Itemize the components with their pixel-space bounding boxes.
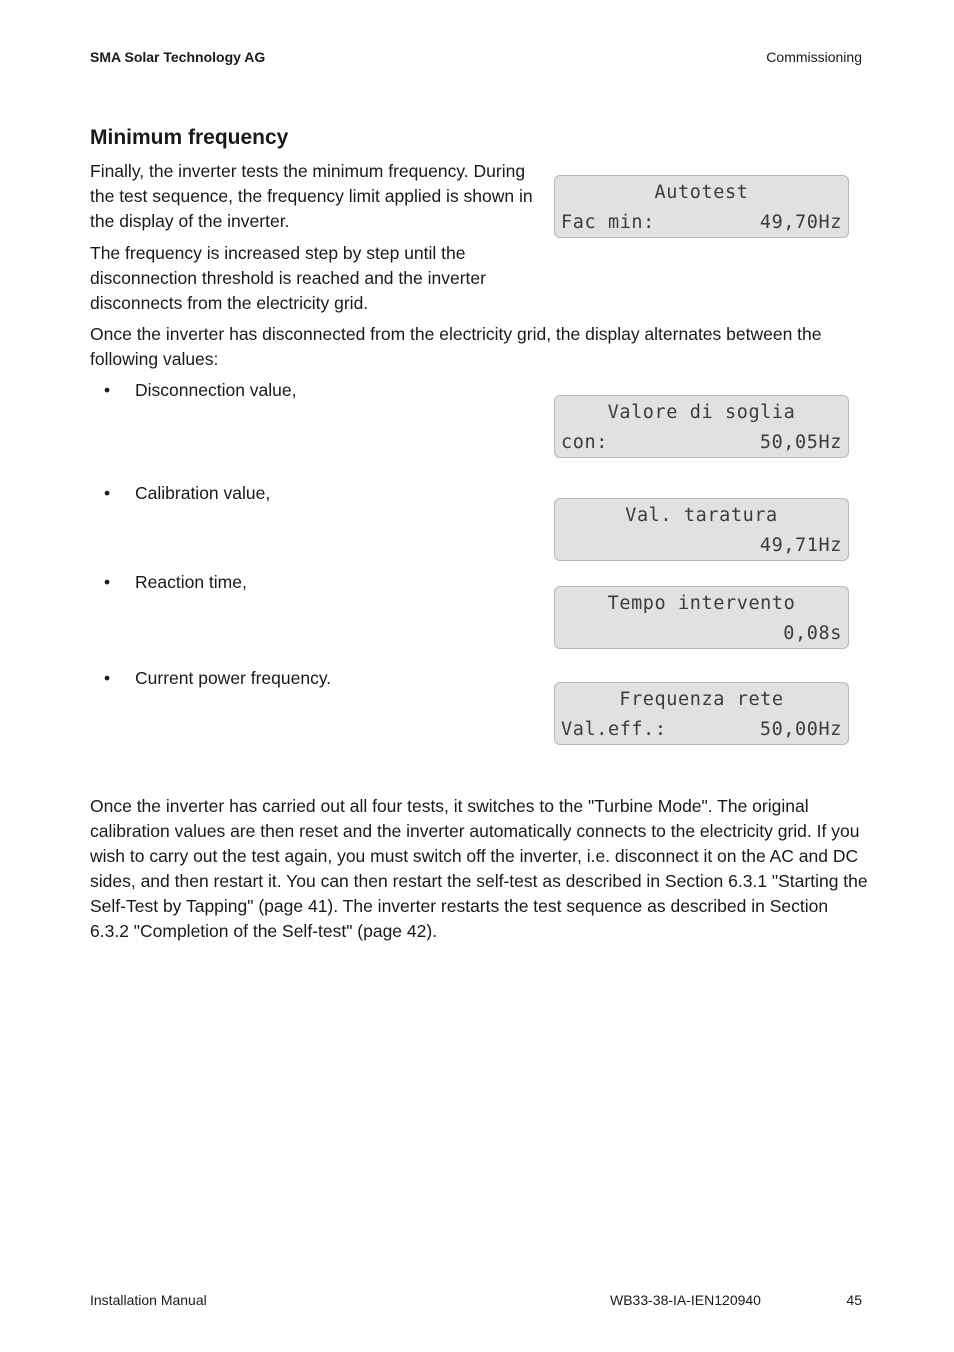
display-line1: Valore di soglia [607,402,796,423]
footer-document: Installation Manual [90,1292,207,1308]
display-disconnection-value [554,395,849,458]
text-line: disconnection threshold is reached and the inverter [90,268,486,288]
bullet-symbol: • [104,668,111,688]
display-value: 49,71Hz [759,535,842,556]
footer-doc-code: WB33-38-IA-IEN120940 [610,1292,761,1308]
header-company: SMA Solar Technology AG [90,49,266,65]
display-reaction-time [554,586,849,649]
text-line: Once the inverter has carried out all four tests, it switches to the "Turbine Mode". The original [90,796,809,816]
display-value: 0,08s [783,623,842,644]
text-line: following values: [90,349,219,369]
text-line: The frequency is increased step by step until the [90,243,466,263]
text-line: 6.3.2 "Completion of the Self-test" (page 42). [90,921,438,941]
intro-paragraph-3 [90,322,822,372]
bullet-current-frequency: Current power frequency. [135,668,332,688]
display-line1: Tempo intervento [607,593,796,614]
display-value: 50,05Hz [759,432,842,453]
text-line: the test sequence, the frequency limit applied is shown in [90,186,533,206]
intro-paragraph-2 [90,241,486,316]
display-line1: Autotest [654,182,749,203]
display-current-frequency [554,682,849,745]
display-label: Val.eff.: [561,719,667,740]
text-line: Finally, the inverter tests the minimum frequency. During [90,161,526,181]
header-chapter: Commissioning [766,49,862,65]
display-calibration-value [554,498,849,561]
display-value: 49,70Hz [759,212,842,233]
bullet-symbol: • [104,483,111,503]
display-line1: Frequenza rete [619,689,784,710]
bullet-disconnection-value: Disconnection value, [135,380,297,400]
display-line1: Val. taratura [625,505,778,526]
closing-paragraph [90,794,868,944]
bullet-calibration-value: Calibration value, [135,483,271,503]
display-autotest [554,175,849,238]
text-line: Self-Test by Tapping" (page 41). The inverter restarts the test sequence as described in Section [90,896,829,916]
display-label: con: [561,432,608,453]
bullet-symbol: • [104,380,111,400]
text-line: Once the inverter has disconnected from the electricity grid, the display alternates between the [90,324,822,344]
bullet-symbol: • [104,572,111,592]
intro-paragraph-1 [90,159,533,234]
section-title: Minimum frequency [90,126,289,149]
text-line: calibration values are then reset and the inverter automatically connects to the electricity grid. If you [90,821,860,841]
text-line: disconnects from the electricity grid. [90,293,369,313]
text-line: sides, and then restart it. You can then restart the self-test as described in Section 6.3.1 "Starting the [90,871,868,891]
page-number: 45 [846,1292,862,1308]
display-value: 50,00Hz [759,719,842,740]
text-line: wish to carry out the test again, you must switch off the inverter, i.e. disconnect it on the AC and DC [90,846,859,866]
bullet-reaction-time: Reaction time, [135,572,247,592]
text-line: the display of the inverter. [90,211,290,231]
display-label: Fac min: [561,212,655,233]
